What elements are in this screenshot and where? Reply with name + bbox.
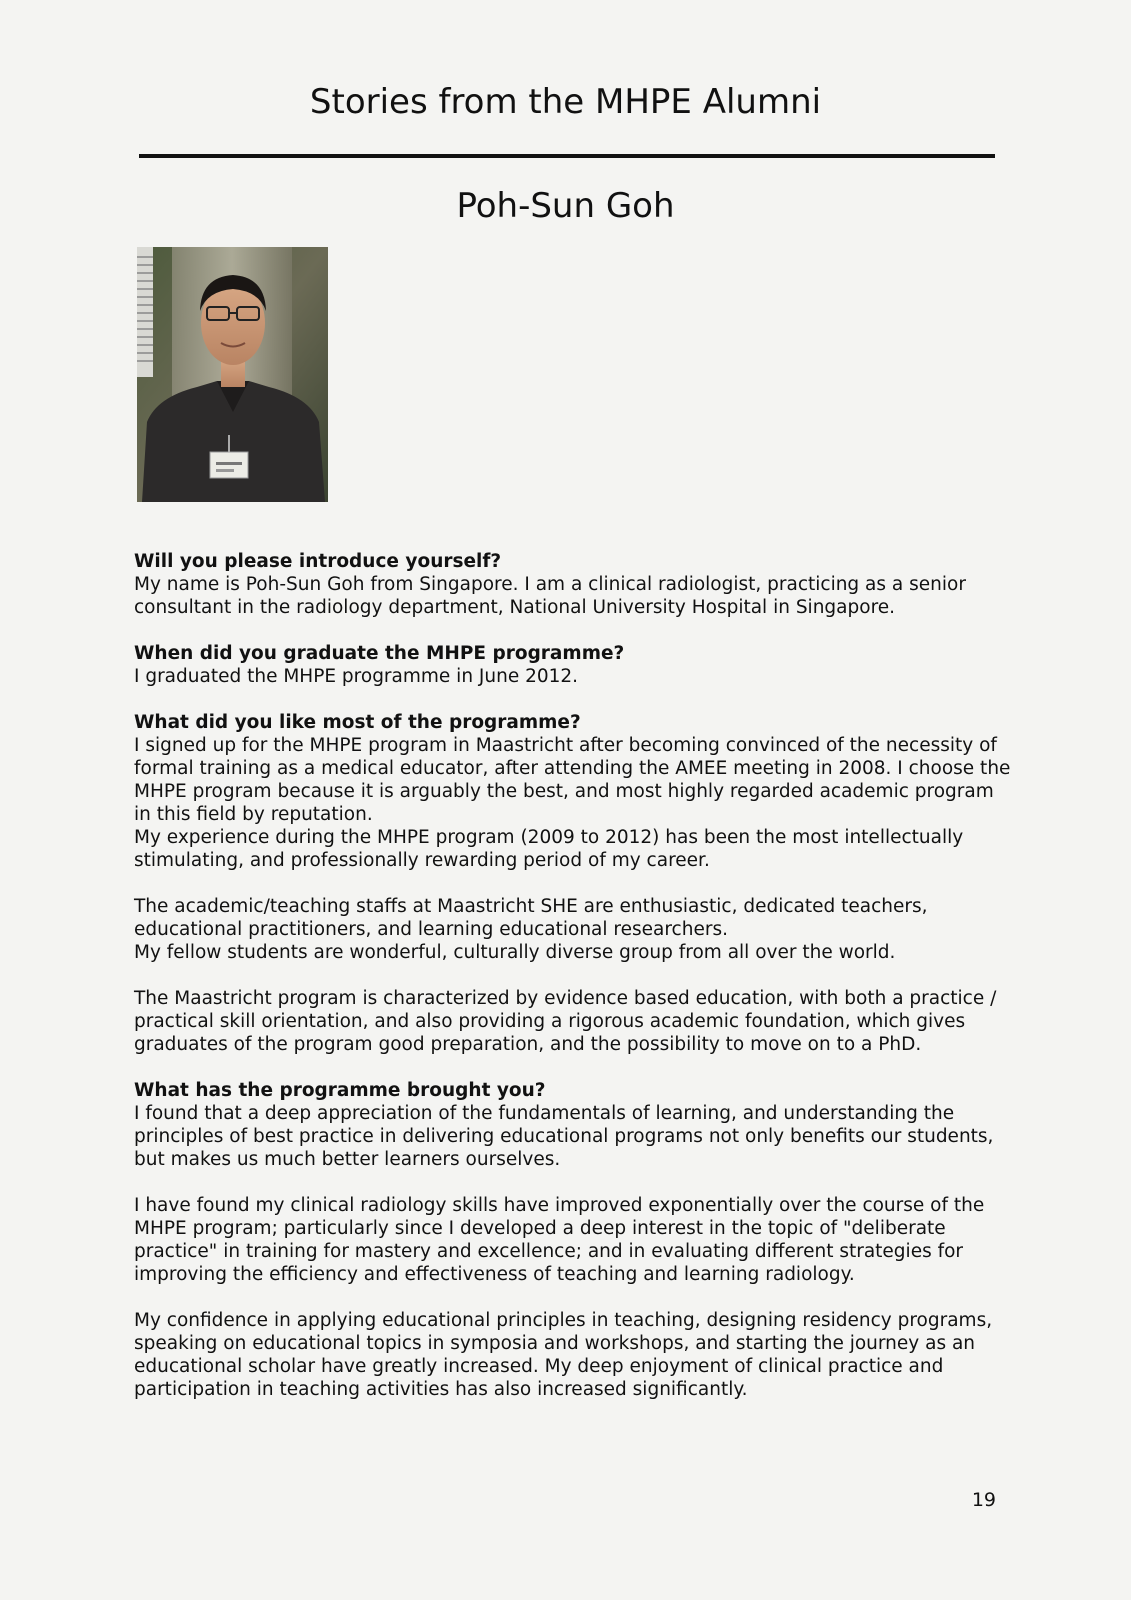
- answer-paragraph: I have found my clinical radiology skills have improved exponentially over the course of the MHPE program; particularly since I developed a deep interest in the topic of "deliberate practice" in training for mastery and excellence; and in evaluating different strategies for improving the efficiency and effectiveness of teaching and learning radiology.: [134, 1195, 985, 1285]
- page-number: 19: [971, 1489, 996, 1511]
- title-divider: [139, 154, 995, 158]
- question-heading: What did you like most of the programme?: [134, 712, 581, 733]
- section-introduction: [134, 550, 1014, 619]
- page-title: Stories from the MHPE Alumni: [309, 82, 822, 122]
- question-heading: When did you graduate the MHPE programme?: [134, 643, 625, 664]
- answer-paragraph: My fellow students are wonderful, culturally diverse group from all over the world.: [134, 942, 896, 963]
- section-graduation: [134, 642, 1014, 688]
- section-liked-most: [134, 711, 1014, 1056]
- question-heading: Will you please introduce yourself?: [134, 551, 502, 572]
- answer-paragraph: I graduated the MHPE programme in June 2012.: [134, 666, 579, 687]
- alumni-name: Poh-Sun Goh: [456, 186, 675, 226]
- question-heading: What has the programme brought you?: [134, 1080, 546, 1101]
- answer-paragraph: The academic/teaching staffs at Maastricht SHE are enthusiastic, dedicated teachers, educational practitioners, and learning educational researchers.: [134, 896, 928, 940]
- answer-paragraph: I signed up for the MHPE program in Maastricht after becoming convinced of the necessity of formal training as a medical educator, after attending the AMEE meeting in 2008. I choose the MHPE program because it is arguably the best, and most highly regarded academic program in this field by reputation.: [134, 735, 1011, 825]
- answer-paragraph: The Maastricht program is characterized by evidence based education, with both a practice / practical skill orientation, and also providing a rigorous academic foundation, which gives graduates of the program good preparation, and the possibility to move on to a PhD.: [134, 988, 997, 1055]
- portrait-photo: [137, 247, 328, 502]
- answer-paragraph: I found that a deep appreciation of the fundamentals of learning, and understanding the principles of best practice in delivering educational programs not only benefits our students, but makes us much better learners ourselves.: [134, 1103, 994, 1170]
- answer-paragraph: My experience during the MHPE program (2009 to 2012) has been the most intellectually stimulating, and professionally rewarding period of my career.: [134, 827, 964, 871]
- interview-content: [134, 550, 1014, 1401]
- answer-paragraph: My confidence in applying educational principles in teaching, designing residency programs, speaking on educational topics in symposia and workshops, and starting the journey as an educational scholar have greatly increased. My deep enjoyment of clinical practice and participation in teaching activities has also increased significantly.: [134, 1310, 993, 1400]
- answer-paragraph: My name is Poh-Sun Goh from Singapore. I am a clinical radiologist, practicing as a senior consultant in the radiology department, National University Hospital in Singapore.: [134, 574, 966, 618]
- section-brought-you: [134, 1079, 1014, 1401]
